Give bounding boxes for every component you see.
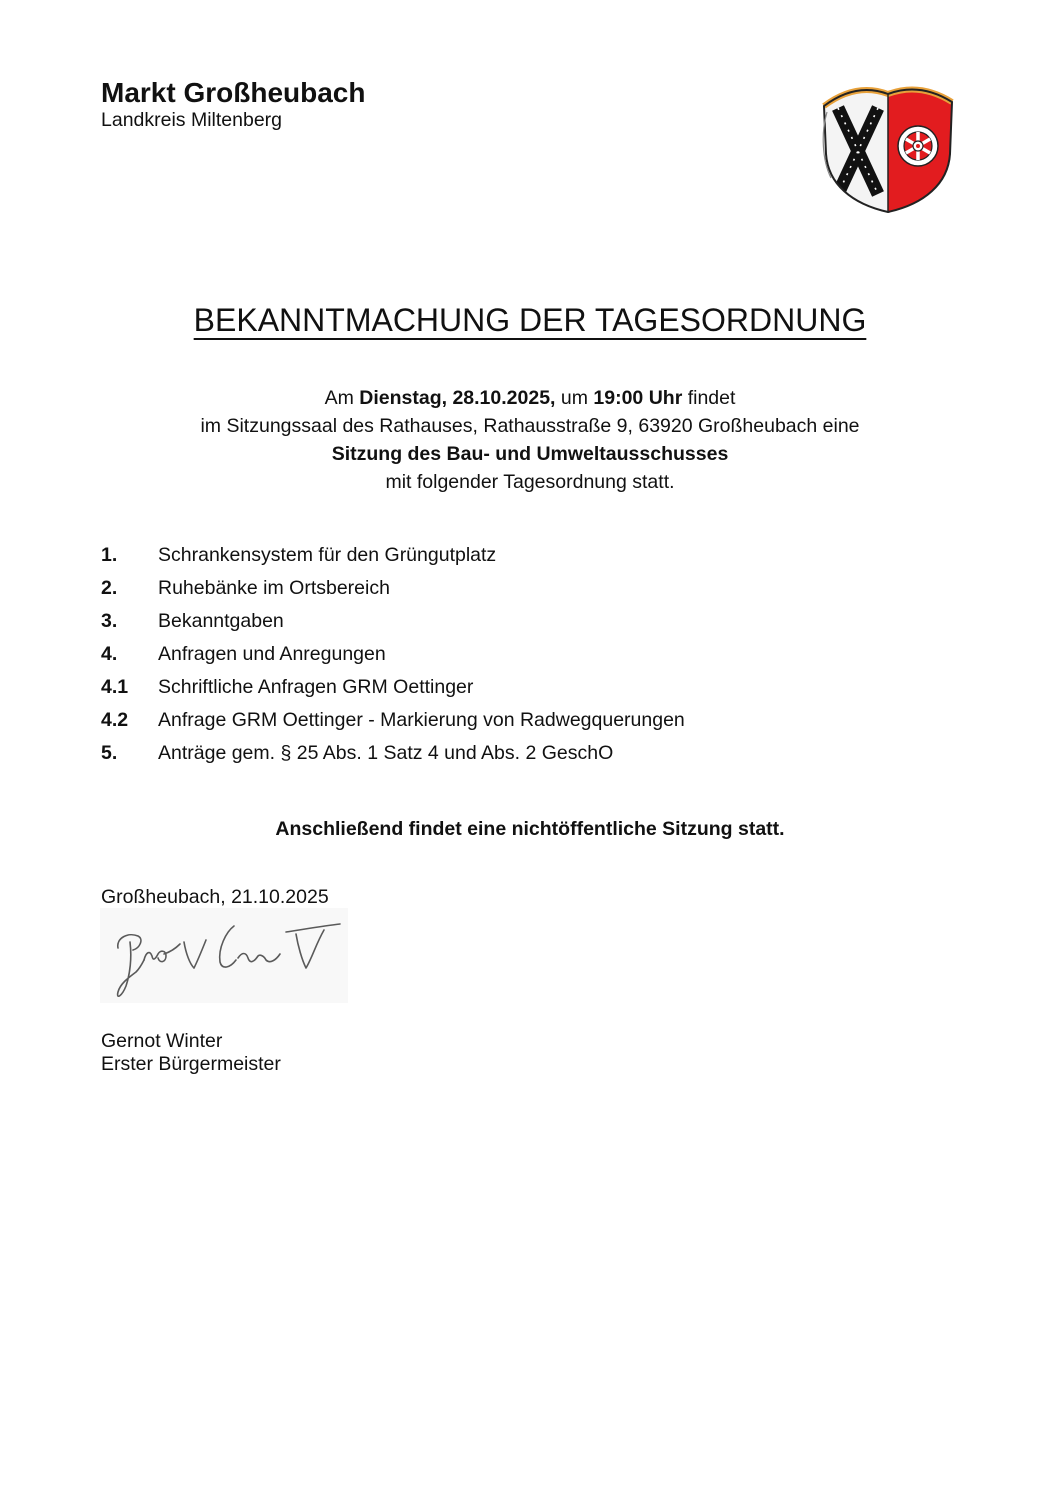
agenda-item bbox=[101, 539, 901, 572]
signatory-name: Gernot Winter bbox=[101, 1030, 223, 1052]
agenda-item-number: 1. bbox=[101, 544, 118, 566]
signature-stroke bbox=[164, 944, 180, 954]
agenda-item-number: 4.1 bbox=[101, 676, 129, 698]
place-date: Großheubach, 21.10.2025 bbox=[101, 886, 329, 908]
agenda-item-text: Ruhebänke im Ortsbereich bbox=[158, 577, 390, 599]
meeting-time: 19:00 Uhr bbox=[593, 387, 683, 409]
agenda-item-text: Schrankensystem für den Grüngutplatz bbox=[158, 544, 497, 566]
agenda-item-text: Bekanntgaben bbox=[158, 610, 284, 632]
agenda-item-text: Anfrage GRM Oettinger - Markierung von Radwegquerungen bbox=[158, 709, 685, 731]
agenda-item-number: 4. bbox=[101, 643, 118, 665]
meeting-date: Dienstag, 28.10.2025, bbox=[359, 387, 556, 409]
intro-line-date bbox=[0, 384, 1060, 412]
agenda-item-number: 4.2 bbox=[101, 709, 129, 731]
agenda-list bbox=[101, 539, 901, 770]
agenda-item-text: Anfragen und Anregungen bbox=[158, 643, 386, 665]
meeting-name: Sitzung des Bau- und Umweltausschusses bbox=[331, 443, 729, 465]
agenda-item-text: Schriftliche Anfragen GRM Oettinger bbox=[158, 676, 474, 698]
handwritten-signature bbox=[100, 908, 348, 1003]
signature-stroke bbox=[184, 940, 206, 968]
mainz-wheel bbox=[898, 126, 938, 166]
signature-stroke bbox=[286, 924, 340, 932]
agenda-item-number: 2. bbox=[101, 577, 118, 599]
intro-line-closing: mit folgender Tagesordnung statt. bbox=[385, 471, 675, 493]
signature-stroke bbox=[296, 930, 324, 968]
agenda-item bbox=[101, 704, 901, 737]
meeting-intro bbox=[0, 384, 1060, 496]
intro-tail: findet bbox=[687, 387, 736, 409]
intro-line-location: im Sitzungssaal des Rathauses, Rathausstraße 9, 63920 Großheubach eine bbox=[200, 415, 860, 437]
agenda-item-text: Anträge gem. § 25 Abs. 1 Satz 4 und Abs. 2 GeschO bbox=[158, 742, 614, 764]
signatory-title: Erster Bürgermeister bbox=[101, 1053, 281, 1075]
district-name: Landkreis Miltenberg bbox=[101, 109, 283, 131]
agenda-item bbox=[101, 737, 901, 770]
signature-stroke bbox=[220, 926, 236, 967]
agenda-item-number: 5. bbox=[101, 742, 118, 764]
closing-note: Anschließend findet eine nichtöffentliche Sitzung statt. bbox=[275, 818, 785, 840]
intro-mid: um bbox=[560, 387, 588, 409]
signatory-block bbox=[101, 1030, 281, 1076]
agenda-item bbox=[101, 638, 901, 671]
coat-of-arms-icon bbox=[816, 80, 958, 218]
intro-lead: Am bbox=[324, 387, 354, 409]
page-title: BEKANNTMACHUNG DER TAGESORDNUNG bbox=[193, 302, 867, 338]
agenda-item bbox=[101, 572, 901, 605]
agenda-item bbox=[101, 605, 901, 638]
organization-name: Markt Großheubach bbox=[101, 77, 366, 108]
agenda-item-number: 3. bbox=[101, 610, 118, 632]
signature-stroke bbox=[118, 942, 144, 996]
signature-stroke bbox=[144, 951, 166, 961]
agenda-item bbox=[101, 671, 901, 704]
signature-stroke bbox=[238, 954, 280, 962]
